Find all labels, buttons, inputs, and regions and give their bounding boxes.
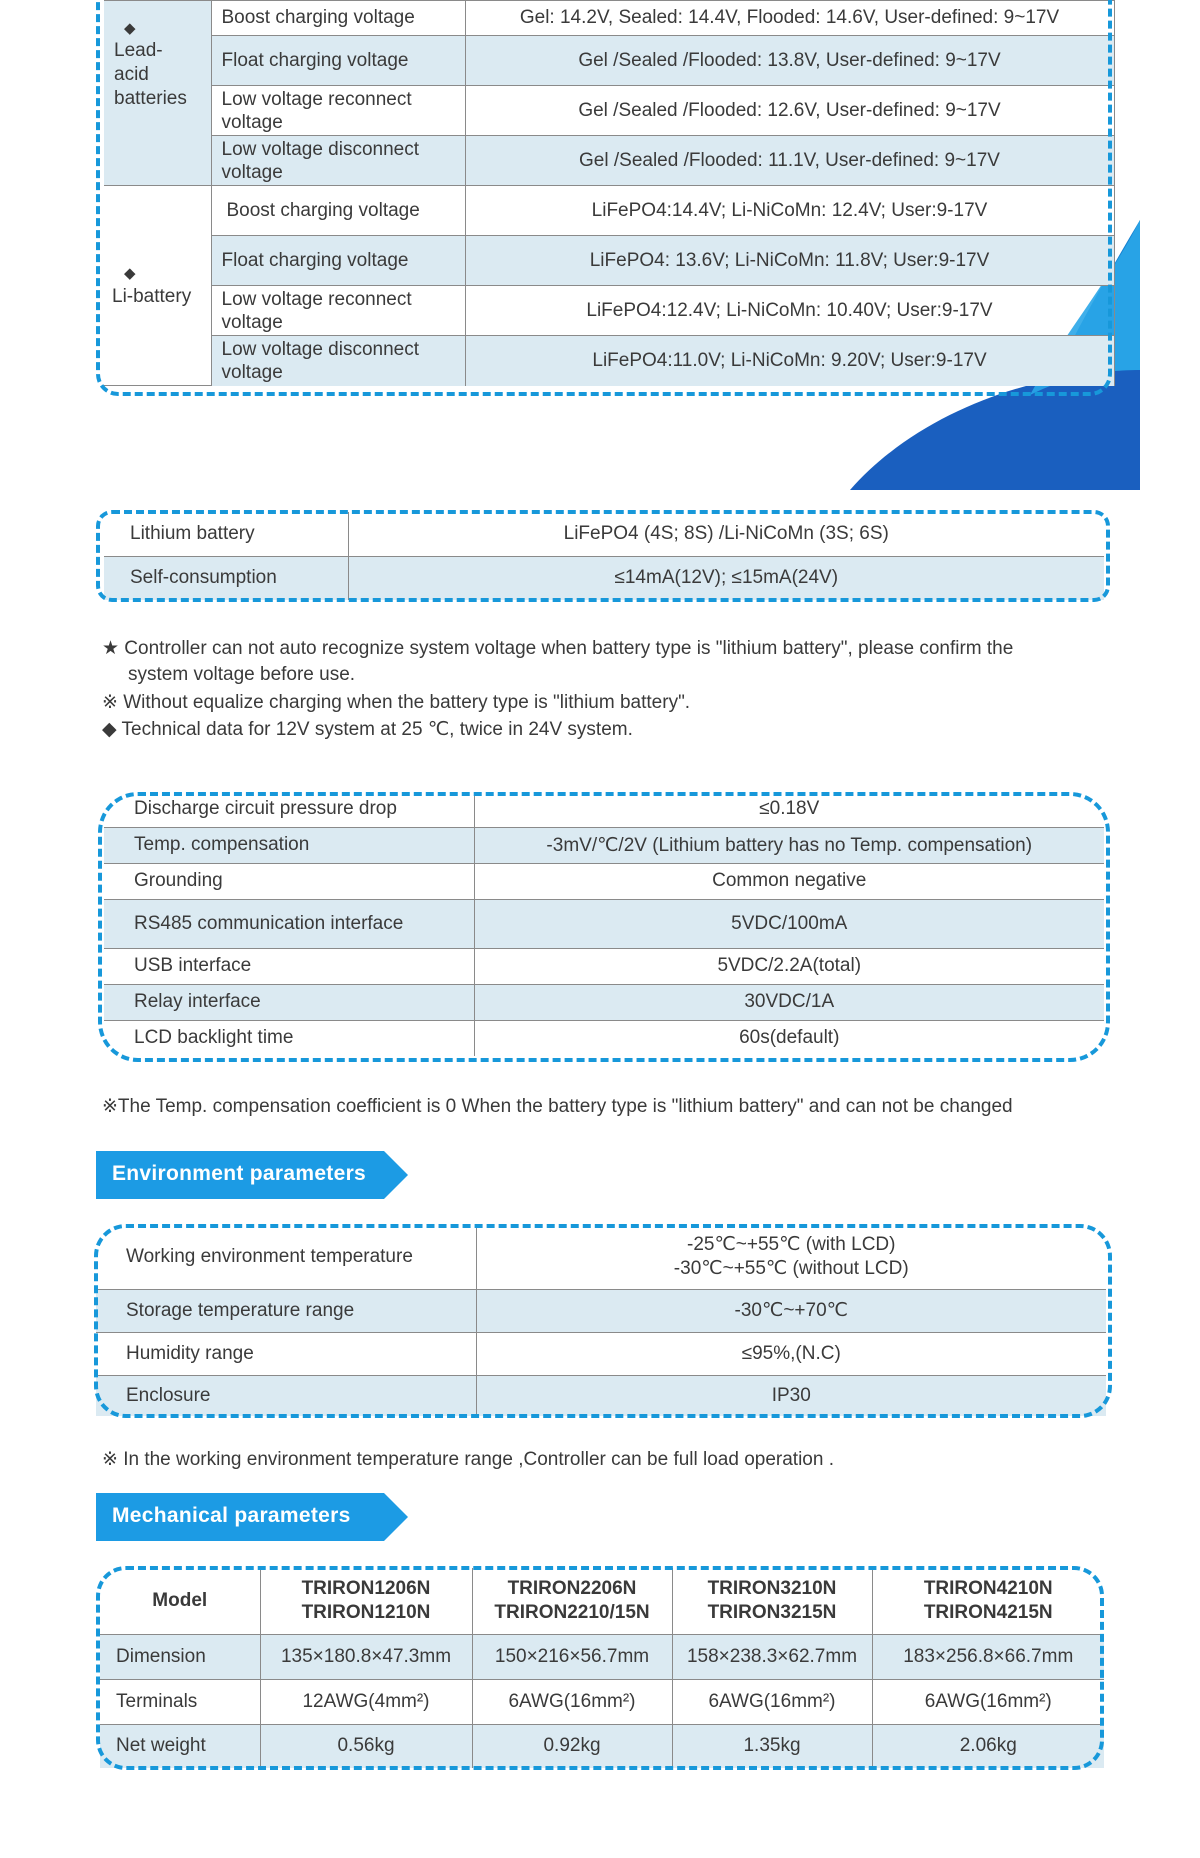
note-equalize: ※ Without equalize charging when the battery type is "lithium battery". xyxy=(102,692,691,713)
model-name-line: TRIRON2210/15N xyxy=(494,1601,650,1623)
mechanical-cell: 183×256.8×66.7mm xyxy=(872,1634,1104,1679)
li-battery-row-value: LiFePO4:12.4V; Li-NiCoMn: 10.40V; User:9-17V xyxy=(465,286,1114,336)
lead-acid-row-name: Low voltage disconnect voltage xyxy=(211,136,465,186)
environment-row-value: IP30 xyxy=(476,1375,1106,1416)
lithium-row-value: LiFePO4 (4S; 8S) /Li-NiCoMn (3S; 6S) xyxy=(348,512,1104,556)
mechanical-cell: 6AWG(16mm²) xyxy=(672,1679,872,1724)
lithium-row-name: Lithium battery xyxy=(104,512,348,556)
mechanical-row-name: Terminals xyxy=(100,1679,260,1724)
mechanical-cell: 2.06kg xyxy=(872,1724,1104,1768)
environment-row-value: ≤95%,(N.C) xyxy=(476,1332,1106,1375)
interface-row-value: 5VDC/2.2A(total) xyxy=(474,948,1104,984)
lead-acid-label: Lead- acid batteries xyxy=(114,40,187,109)
li-battery-marker: ◆ xyxy=(124,264,136,282)
note-star-cont: system voltage before use. xyxy=(128,664,356,685)
interface-row-name: LCD backlight time xyxy=(104,1020,474,1056)
li-battery-row-name: Low voltage disconnect voltage xyxy=(211,336,465,386)
interface-row-name: USB interface xyxy=(104,948,474,984)
model-column-header xyxy=(672,1568,872,1634)
interface-row-name: Grounding xyxy=(104,863,474,899)
model-name-line: TRIRON4210N xyxy=(923,1577,1053,1599)
environment-heading: Environment parameters xyxy=(112,1162,367,1185)
note-star: ★ Controller can not auto recognize system voltage when battery type is "lithium battery", please confirm the xyxy=(102,638,1014,659)
lead-acid-row-name: Float charging voltage xyxy=(211,36,465,86)
note-environment: ※ In the working environment temperature range ,Controller can be full load operation . xyxy=(102,1449,834,1470)
model-header: Model xyxy=(100,1568,260,1634)
interface-row-name: Temp. compensation xyxy=(104,827,474,863)
environment-table xyxy=(96,1226,1106,1416)
interface-row-value: 30VDC/1A xyxy=(474,984,1104,1020)
li-battery-row-value: LiFePO4:11.0V; Li-NiCoMn: 9.20V; User:9-17V xyxy=(465,336,1114,386)
interface-row-value: 5VDC/100mA xyxy=(474,899,1104,948)
mechanical-table xyxy=(100,1568,1104,1768)
environment-row-name: Storage temperature range xyxy=(96,1289,476,1332)
lead-acid-row-value: Gel /Sealed /Flooded: 11.1V, User-defined: 9~17V xyxy=(465,136,1114,186)
interface-row-name: RS485 communication interface xyxy=(104,899,474,948)
li-battery-row-name: Low voltage reconnect voltage xyxy=(211,286,465,336)
environment-row-value xyxy=(476,1226,1106,1289)
model-column-header xyxy=(472,1568,672,1634)
mechanical-banner xyxy=(96,1493,408,1541)
lead-acid-marker: ◆ xyxy=(124,20,136,37)
environment-banner xyxy=(96,1151,408,1199)
mechanical-cell: 6AWG(16mm²) xyxy=(872,1679,1104,1724)
lithium-row-name: Self-consumption xyxy=(104,556,348,600)
interface-row-value: -3mV/℃/2V (Lithium battery has no Temp. compensation) xyxy=(474,827,1104,863)
battery-voltage-grid xyxy=(104,0,1115,386)
note-temp-compensation: ※The Temp. compensation coefficient is 0 When the battery type is "lithium battery" and can not be changed xyxy=(102,1096,1013,1117)
interface-table xyxy=(104,792,1104,1056)
model-column-header xyxy=(260,1568,472,1634)
li-battery-label: Li-battery xyxy=(112,285,192,307)
lead-acid-row-value: Gel /Sealed /Flooded: 12.6V, User-defined: 9~17V xyxy=(465,86,1114,136)
note-technical: ◆ Technical data for 12V system at 25 ℃, twice in 24V system. xyxy=(102,719,633,740)
environment-row-name: Humidity range xyxy=(96,1332,476,1375)
interface-row-value: Common negative xyxy=(474,863,1104,899)
li-battery-group-cell xyxy=(104,186,211,386)
li-battery-row-name: Float charging voltage xyxy=(211,236,465,286)
model-name-line: TRIRON1210N xyxy=(301,1601,431,1623)
model-name-line: TRIRON3210N xyxy=(707,1577,837,1599)
model-name-line: TRIRON1206N xyxy=(301,1577,431,1599)
lead-acid-row-name: Boost charging voltage xyxy=(211,1,465,36)
interface-row-value: ≤0.18V xyxy=(474,792,1104,827)
mechanical-cell: 0.56kg xyxy=(260,1724,472,1768)
environment-value-line: -25℃~+55℃ (with LCD) xyxy=(687,1234,896,1256)
mechanical-cell: 12AWG(4mm²) xyxy=(260,1679,472,1724)
model-column-header xyxy=(872,1568,1104,1634)
mechanical-row-name: Net weight xyxy=(100,1724,260,1768)
battery-voltage-table xyxy=(104,0,1114,386)
lithium-row-value: ≤14mA(12V); ≤15mA(24V) xyxy=(348,556,1104,600)
interface-row-name: Relay interface xyxy=(104,984,474,1020)
li-battery-row-value: LiFePO4:14.4V; Li-NiCoMn: 12.4V; User:9-17V xyxy=(465,186,1114,236)
mechanical-cell: 150×216×56.7mm xyxy=(472,1634,672,1679)
mechanical-row-name: Dimension xyxy=(100,1634,260,1679)
mechanical-cell: 6AWG(16mm²) xyxy=(472,1679,672,1724)
environment-row-name: Enclosure xyxy=(96,1375,476,1416)
mechanical-heading: Mechanical parameters xyxy=(112,1504,351,1527)
li-battery-row-name: Boost charging voltage xyxy=(211,186,465,236)
lithium-table xyxy=(104,512,1104,600)
model-name-line: TRIRON4215N xyxy=(923,1601,1053,1623)
lead-acid-row-value: Gel /Sealed /Flooded: 13.8V, User-defined: 9~17V xyxy=(465,36,1114,86)
environment-value-line: -30℃~+55℃ (without LCD) xyxy=(673,1258,909,1280)
model-name-line: TRIRON3215N xyxy=(707,1601,837,1623)
mechanical-cell: 1.35kg xyxy=(672,1724,872,1768)
environment-row-name: Working environment temperature xyxy=(96,1226,476,1289)
mechanical-cell: 0.92kg xyxy=(472,1724,672,1768)
mechanical-cell: 135×180.8×47.3mm xyxy=(260,1634,472,1679)
environment-row-value: -30℃~+70℃ xyxy=(476,1289,1106,1332)
lead-acid-row-name: Low voltage reconnect voltage xyxy=(211,86,465,136)
lead-acid-row-value: Gel: 14.2V, Sealed: 14.4V, Flooded: 14.6V, User-defined: 9~17V xyxy=(465,1,1114,36)
li-battery-row-value: LiFePO4: 13.6V; Li-NiCoMn: 11.8V; User:9-17V xyxy=(465,236,1114,286)
mechanical-cell: 158×238.3×62.7mm xyxy=(672,1634,872,1679)
interface-row-value: 60s(default) xyxy=(474,1020,1104,1056)
lead-acid-group-cell xyxy=(104,1,211,186)
interface-row-name: Discharge circuit pressure drop xyxy=(104,792,474,827)
model-name-line: TRIRON2206N xyxy=(507,1577,637,1599)
